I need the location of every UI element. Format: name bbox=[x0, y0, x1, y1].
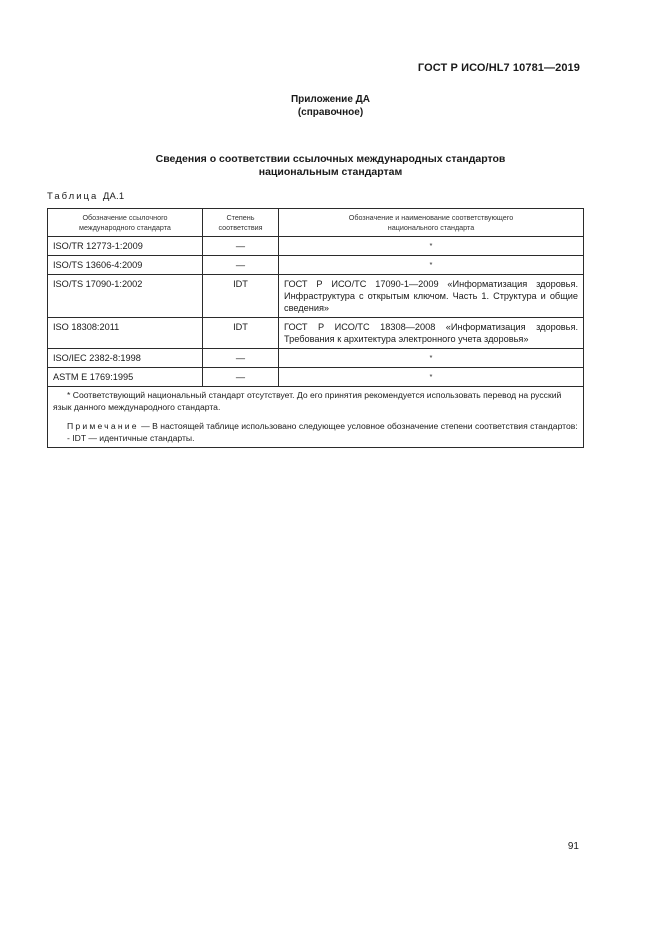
column-header-line: Степень bbox=[226, 213, 255, 222]
appendix-heading bbox=[0, 93, 661, 119]
note-text: — В настоящей таблице использовано следующее условное обозначение степени соответствия стандартов: bbox=[138, 421, 578, 431]
column-header-degree bbox=[203, 209, 279, 237]
cell-reference: ISO/TS 17090-1:2002 bbox=[48, 275, 203, 318]
cell-degree: — bbox=[203, 256, 279, 275]
section-heading bbox=[0, 153, 661, 179]
section-heading-line1: Сведения о соответствии ссылочных международных стандартов bbox=[155, 153, 506, 165]
cell-degree: — bbox=[203, 237, 279, 256]
cell-degree: IDT bbox=[203, 318, 279, 349]
correspondence-table bbox=[47, 208, 584, 448]
cell-national: * bbox=[279, 368, 584, 387]
cell-national: * bbox=[279, 349, 584, 368]
standard-number: ГОСТ Р ИСО/HL7 10781—2019 bbox=[417, 62, 580, 74]
cell-national: * bbox=[279, 237, 584, 256]
table-row bbox=[48, 318, 584, 349]
column-header-reference bbox=[48, 209, 203, 237]
note-list-item: - IDT — идентичные стандарты. bbox=[67, 432, 195, 443]
cell-degree: — bbox=[203, 349, 279, 368]
table-caption-number: ДА.1 bbox=[102, 191, 125, 202]
section-heading-line2: национальным стандартам bbox=[258, 166, 403, 178]
table-row bbox=[48, 368, 584, 387]
cell-national: * bbox=[279, 256, 584, 275]
note-label: Примечание bbox=[67, 421, 139, 431]
column-header-national bbox=[279, 209, 584, 237]
table-caption-prefix: Таблица bbox=[47, 191, 99, 202]
cell-reference: ISO/TS 13606-4:2009 bbox=[48, 256, 203, 275]
table-notes-row bbox=[48, 387, 584, 448]
table-row bbox=[48, 349, 584, 368]
page-number: 91 bbox=[567, 841, 579, 852]
appendix-title: Приложение ДА bbox=[290, 94, 371, 105]
cell-reference: ISO/IEC 2382-8:1998 bbox=[48, 349, 203, 368]
table-footnote: * Соответствующий национальный стандарт отсутствует. До его принятия рекомендуется использовать перевод на русский язык данного международного стандарта. bbox=[53, 390, 562, 412]
column-header-line: Обозначение ссылочного bbox=[82, 213, 168, 222]
cell-degree: — bbox=[203, 368, 279, 387]
cell-reference: ISO 18308:2011 bbox=[48, 318, 203, 349]
table-caption bbox=[47, 191, 124, 202]
column-header-line: международного стандарта bbox=[79, 222, 171, 232]
column-header-line: национального стандарта bbox=[387, 222, 475, 232]
table-header-row bbox=[48, 209, 584, 237]
cell-national: ГОСТ Р ИСО/ТС 18308—2008 «Информатизация здоровья. Требования к архитектура электронного учета здоровья» bbox=[279, 318, 584, 349]
cell-reference: ISO/TR 12773-1:2009 bbox=[48, 237, 203, 256]
table-row bbox=[48, 237, 584, 256]
column-header-line: Обозначение и наименование соответствующего bbox=[348, 213, 514, 222]
cell-reference: ASTM E 1769:1995 bbox=[48, 368, 203, 387]
table-notes bbox=[48, 387, 584, 448]
table-row bbox=[48, 256, 584, 275]
appendix-subtitle: (справочное) bbox=[297, 107, 364, 118]
table-row bbox=[48, 275, 584, 318]
column-header-line: соответствия bbox=[218, 222, 263, 232]
cell-degree: IDT bbox=[203, 275, 279, 318]
cell-national: ГОСТ Р ИСО/ТС 17090-1—2009 «Информатизация здоровья. Инфраструктура с открытым ключом. Часть 1. Структура и общие сведения» bbox=[279, 275, 584, 318]
table-note bbox=[53, 421, 578, 433]
